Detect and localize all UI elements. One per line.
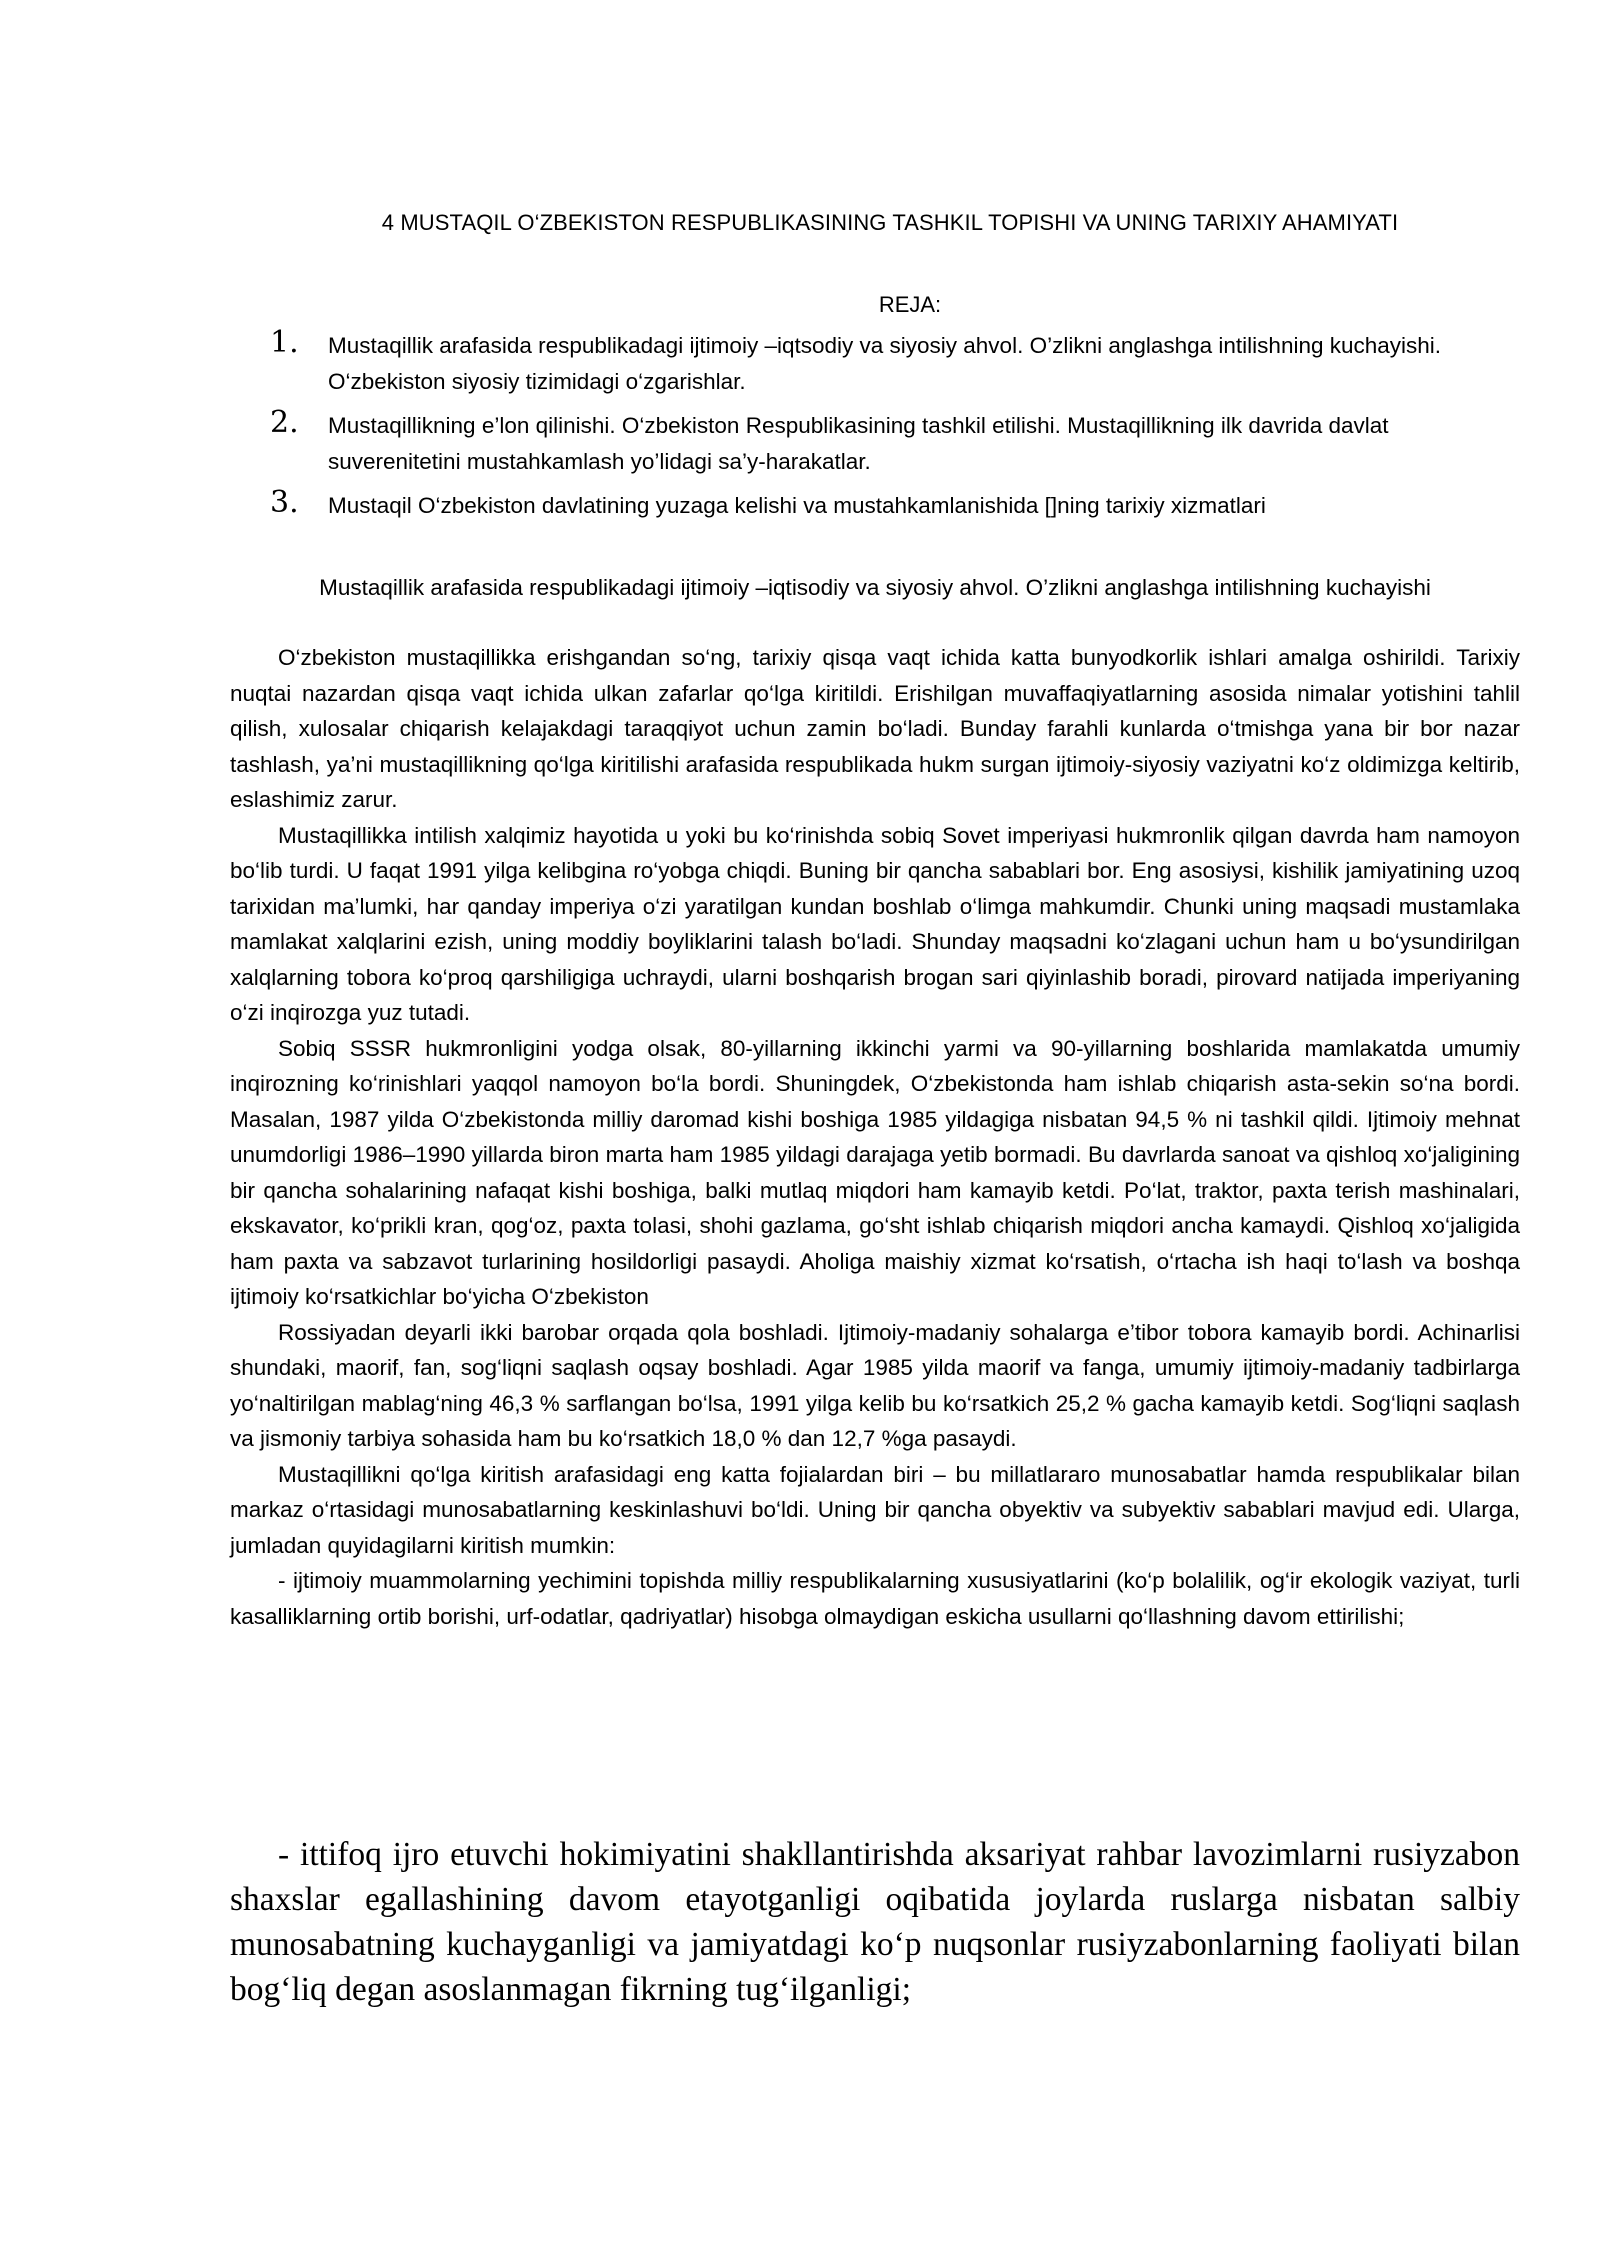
plan-list [270, 325, 1450, 532]
plan-item [270, 405, 1450, 480]
paragraph: - ittifoq ijro etuvchi hokimiyatini shakllantirishda aksariyat rahbar lavozimlarni rusiyzabon shaxslar egallashining davom etayotganligi oqibatida joylarda ruslarga nisbatan salbiy munosabatning kuchayganligi va jamiyatdagi ko‘p nuqsonlar rusiyzabonlarning faoliyati bilan bog‘liq degan asoslanmagan fikrning tug‘ilganligi; [230, 1836, 1520, 2008]
plan-item-number: 3. [270, 485, 299, 520]
plan-heading: REJA: [878, 292, 942, 317]
plan-item-number: 1. [270, 325, 299, 360]
plan-item [270, 485, 1450, 524]
plan-item-text: Mustaqillik arafasida respublikadagi ijtimoiy –iqtsodiy va siyosiy ahvol. O’zlikni anglashga intilishning kuchayishi. O‘zbekiston siyosiy tizimidagi o‘zgarishlar. [328, 333, 1442, 394]
paragraph: Rossiyadan deyarli ikki barobar orqada qola boshladi. Ijtimoiy-madaniy sohalarga e’tibor tobora kamayib bordi. Achinarlisi shundaki, maorif, fan, sog‘liqni saqlash oqsay boshladi. Agar 1985 yilda maorif va fanga, umumiy ijtimoiy-madaniy tadbirlarga yo‘naltirilgan mablag‘ning 46,3 % sarflangan bo‘lsa, 1991 yilga kelib bu ko‘rsatkich 25,2 % gacha kamayib ketdi. Sog‘liqni saqlash va jismoniy tarbiya sohasida ham bu ko‘rsatkich 18,0 % dan 12,7 %ga pasaydi. [230, 1319, 1520, 1451]
plan-item-number: 2. [270, 405, 299, 440]
plan-item-text: Mustaqil O‘zbekiston davlatining yuzaga kelishi va mustahkamlanishida []ning tarixiy xizmatlari [328, 493, 1266, 518]
paragraph: Mustaqillikni qo‘lga kiritish arafasidagi eng katta fojialardan biri – bu millatlararo munosabatlar hamda respublikalar bilan markaz o‘rtasidagi munosabatlarning keskinlashuvi bo‘ldi. Uning bir qancha obyektiv va subyektiv sabablari mavjud edi. Ularga, jumladan quyidagilarni kiritish mumkin: [230, 1461, 1520, 1558]
paragraph: - ijtimoiy muammolarning yechimini topishda milliy respublikalarning xususiyatlarini (ko‘p bolalilik, og‘ir ekologik vaziyat, turli kasalliklarning ortib borishi, urf-odatlar, qadriyatlar) hisobga olmaydigan eskicha usullarni qo‘llashning davom ettirilishi; [230, 1568, 1520, 1629]
serif-paragraph-block [230, 1832, 1520, 2012]
paragraph: Sobiq SSSR hukmronligini yodga olsak, 80-yillarning ikkinchi yarmi va 90-yillarning boshlarida mamlakatda umumiy inqirozning ko‘rinishlari yaqqol namoyon bo‘la bordi. Shuningdek, O‘zbekistonda ham ishlab chiqarish asta-sekin so‘na bordi. Masalan, 1987 yilda O‘zbekistonda milliy daromad kishi boshiga 1985 yildagiga nisbatan 94,5 % ni tashkil qildi. Ijtimoiy mehnat unumdorligi 1986–1990 yillarda biron marta ham 1985 yildagi darajaga yetib bormadi. Bu davrlarda sanoat va qishloq xo‘jaligining bir qancha sohalarining nafaqat kishi boshiga, balki mutlaq miqdori ham kamayib ketdi. Po‘lat, traktor, paxta terish mashinalari, ekskavator, ko‘prikli kran, qog‘oz, paxta tolasi, shohi gazlama, go‘sht ishlab chiqarish miqdori ancha kamaydi. Qishloq xo‘jaligida ham paxta va sabzavot turlarining hosildorligi pasaydi. Aholiga maishiy xizmat ko‘rsatish, o‘rtacha ish haqi to‘lash va boshqa ijtimoiy ko‘rsatkichlar bo‘yicha O‘zbekiston [230, 1035, 1520, 1309]
plan-item-text: Mustaqillikning e’lon qilinishi. O‘zbekiston Respublikasining tashkil etilishi. Mustaqillikning ilk davrida davlat suverenitetini mustahkamlash yo’lidagi sa’y-harakatlar. [328, 413, 1389, 474]
plan-item [270, 325, 1450, 400]
paragraph: Mustaqillikka intilish xalqimiz hayotida u yoki bu ko‘rinishda sobiq Sovet imperiyasi hukmronlik qilgan davrda ham namoyon bo‘lib turdi. U faqat 1991 yilga kelibgina ro‘yobga chiqdi. Buning bir qancha sabablari bor. Eng asosiysi, kishilik jamiyatining uzoq tarixidan ma’lumki, har qanday imperiya o‘zi yaratilgan kundan boshlab o‘limga mahkumdir. Chunki uning maqsadi mustamlaka mamlakat xalqlarini ezish, uning moddiy boyliklarini talash bo‘ladi. Shunday maqsadni ko‘zlagani uchun ham u bo‘ysundirilgan xalqlarning tobora ko‘proq qarshiligiga uchraydi, ularni boshqarish brogan sari qiyinlashib boradi, pirovard natijada imperiyaning o‘zi inqirozga yuz tutadi. [230, 822, 1520, 1025]
document-title: 4 MUSTAQIL O‘ZBEKISTON RESPUBLIKASINING TASHKIL TOPISHI VA UNING TARIXIY AHAMIYATI [381, 210, 1399, 235]
body-text [230, 640, 1520, 1634]
section-heading: Mustaqillik arafasida respublikadagi ijtimoiy –iqtisodiy va siyosiy ahvol. O’zlikni anglashga intilishning kuchayishi [319, 575, 1431, 600]
paragraph: O‘zbekiston mustaqillikka erishgandan so‘ng, tarixiy qisqa vaqt ichida katta bunyodkorlik ishlari amalga oshirildi. Tarixiy nuqtai nazardan qisqa vaqt ichida ulkan zafarlar qo‘lga kiritildi. Erishilgan muvaffaqiyatlarning asosida nimalar yotishini tahlil qilish, xulosalar chiqarish kelajakdagi taraqqiyot uchun zamin bo‘ladi. Bunday farahli kunlarda o‘tmishga yana bir bor nazar tashlash, ya’ni mustaqillikning qo‘lga kiritilishi arafasida respublikada hukm surgan ijtimoiy-siyosiy vaziyatni ko‘z oldimizga keltirib, eslashimiz zarur. [230, 645, 1520, 812]
